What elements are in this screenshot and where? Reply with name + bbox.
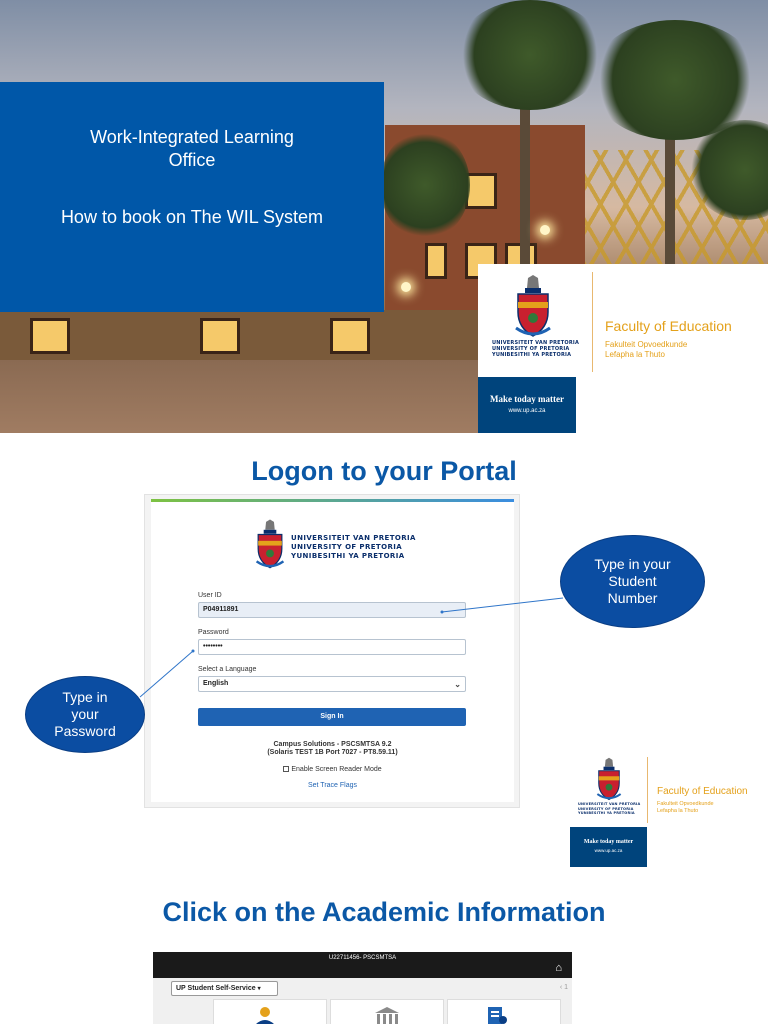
account-label: U22711456- PSCSMTSA [328, 955, 397, 961]
screen-reader-checkbox[interactable] [151, 766, 514, 773]
university-url: www.up.ac.za [594, 848, 623, 853]
login-screenshot [144, 494, 520, 808]
sign-in-button[interactable]: Sign In [198, 708, 466, 726]
portal-screenshot [153, 952, 572, 1024]
self-service-dropdown[interactable] [171, 981, 278, 996]
faculty-name: Faculty of Education [605, 318, 732, 334]
building-window [465, 173, 497, 209]
set-trace-flags-link[interactable]: Set Trace Flags [307, 782, 358, 789]
university-name: UNIVERSITEIT VAN PRETORIA UNIVERSITY OF PRETORIA YUNIBESITHI YA PRETORIA [492, 340, 580, 358]
callout-student-number: Type in your Student Number [560, 535, 705, 628]
university-name: UNIVERSITEIT VAN PRETORIA UNIVERSITY OF PRETORIA YUNIBESITHI YA PRETORIA [578, 802, 641, 815]
tile-profile[interactable] [213, 999, 327, 1024]
callout-password: Type in your Password [25, 676, 145, 753]
tagline-band [478, 377, 576, 433]
person-icon [252, 1006, 278, 1024]
login-form [151, 502, 514, 802]
faculty-logo-card [478, 264, 768, 433]
palm-trunk [665, 120, 675, 270]
section-heading-academic: Click on the Academic Information [162, 897, 606, 927]
faculty-name: Faculty of Education [657, 786, 748, 797]
tree-crown [380, 130, 470, 240]
faculty-logo-card-small [570, 755, 768, 867]
tagline: Make today matter [490, 394, 564, 404]
faculty-translations: Fakulteit Opvoedkunde Lefapha la Thuto [657, 801, 714, 814]
pager[interactable]: ‹ 1 [559, 984, 568, 991]
title-line: Work-Integrated Learning [90, 127, 294, 147]
tile-documents[interactable] [447, 999, 561, 1024]
wall-window [200, 318, 240, 354]
chevron-down-icon: ▾ [257, 986, 261, 992]
screen-reader-label: Enable Screen Reader Mode [291, 766, 382, 773]
password-field[interactable]: •••••••• [198, 639, 466, 655]
university-name: UNIVERSITEIT VAN PRETORIA UNIVERSITY OF PRETORIA YUNIBESITHI YA PRETORIA [291, 534, 416, 560]
institution-icon [373, 1006, 401, 1024]
tagline: Make today matter [583, 839, 634, 845]
title-line: Office [168, 150, 216, 170]
university-url: www.up.ac.za [508, 408, 546, 414]
logo-divider [592, 272, 593, 372]
password-label: Password [198, 629, 229, 636]
wall-window [330, 318, 370, 354]
logo-divider [647, 757, 648, 823]
home-icon[interactable]: ⌂ [555, 962, 562, 974]
faculty-translations: Fakulteit Opvoedkunde Lefapha la Thuto [605, 340, 688, 359]
university-crest-icon [514, 274, 552, 338]
tagline-band [570, 827, 647, 867]
section-heading-logon: Logon to your Portal [251, 456, 517, 486]
portal-header [153, 952, 572, 978]
palm-crown [455, 0, 605, 110]
street-lamp [401, 282, 411, 292]
up-logo [255, 518, 415, 572]
slide-title [0, 126, 384, 172]
tile-academic-information[interactable] [330, 999, 444, 1024]
language-select[interactable] [198, 676, 466, 692]
university-crest-icon [255, 518, 285, 570]
language-value: English [203, 680, 229, 687]
self-service-label: UP Student Self-Service [176, 985, 256, 992]
slide-subtitle: How to book on The WIL System [60, 207, 324, 227]
wall-window [30, 318, 70, 354]
language-label: Select a Language [198, 666, 257, 673]
system-info: Campus Solutions - PSCSMTSA 9.2 (Solaris TEST 1B Port 7027 - PT8.59.11) [267, 741, 398, 756]
building-window [425, 243, 447, 279]
street-lamp [540, 225, 550, 235]
user-id-label: User ID [198, 592, 222, 599]
university-crest-icon [596, 757, 622, 801]
checkbox-icon [283, 766, 289, 772]
document-icon [484, 1006, 510, 1024]
title-box [0, 82, 384, 312]
user-id-field[interactable]: P04911891 [198, 602, 466, 618]
chevron-down-icon: ⌄ [454, 680, 461, 689]
